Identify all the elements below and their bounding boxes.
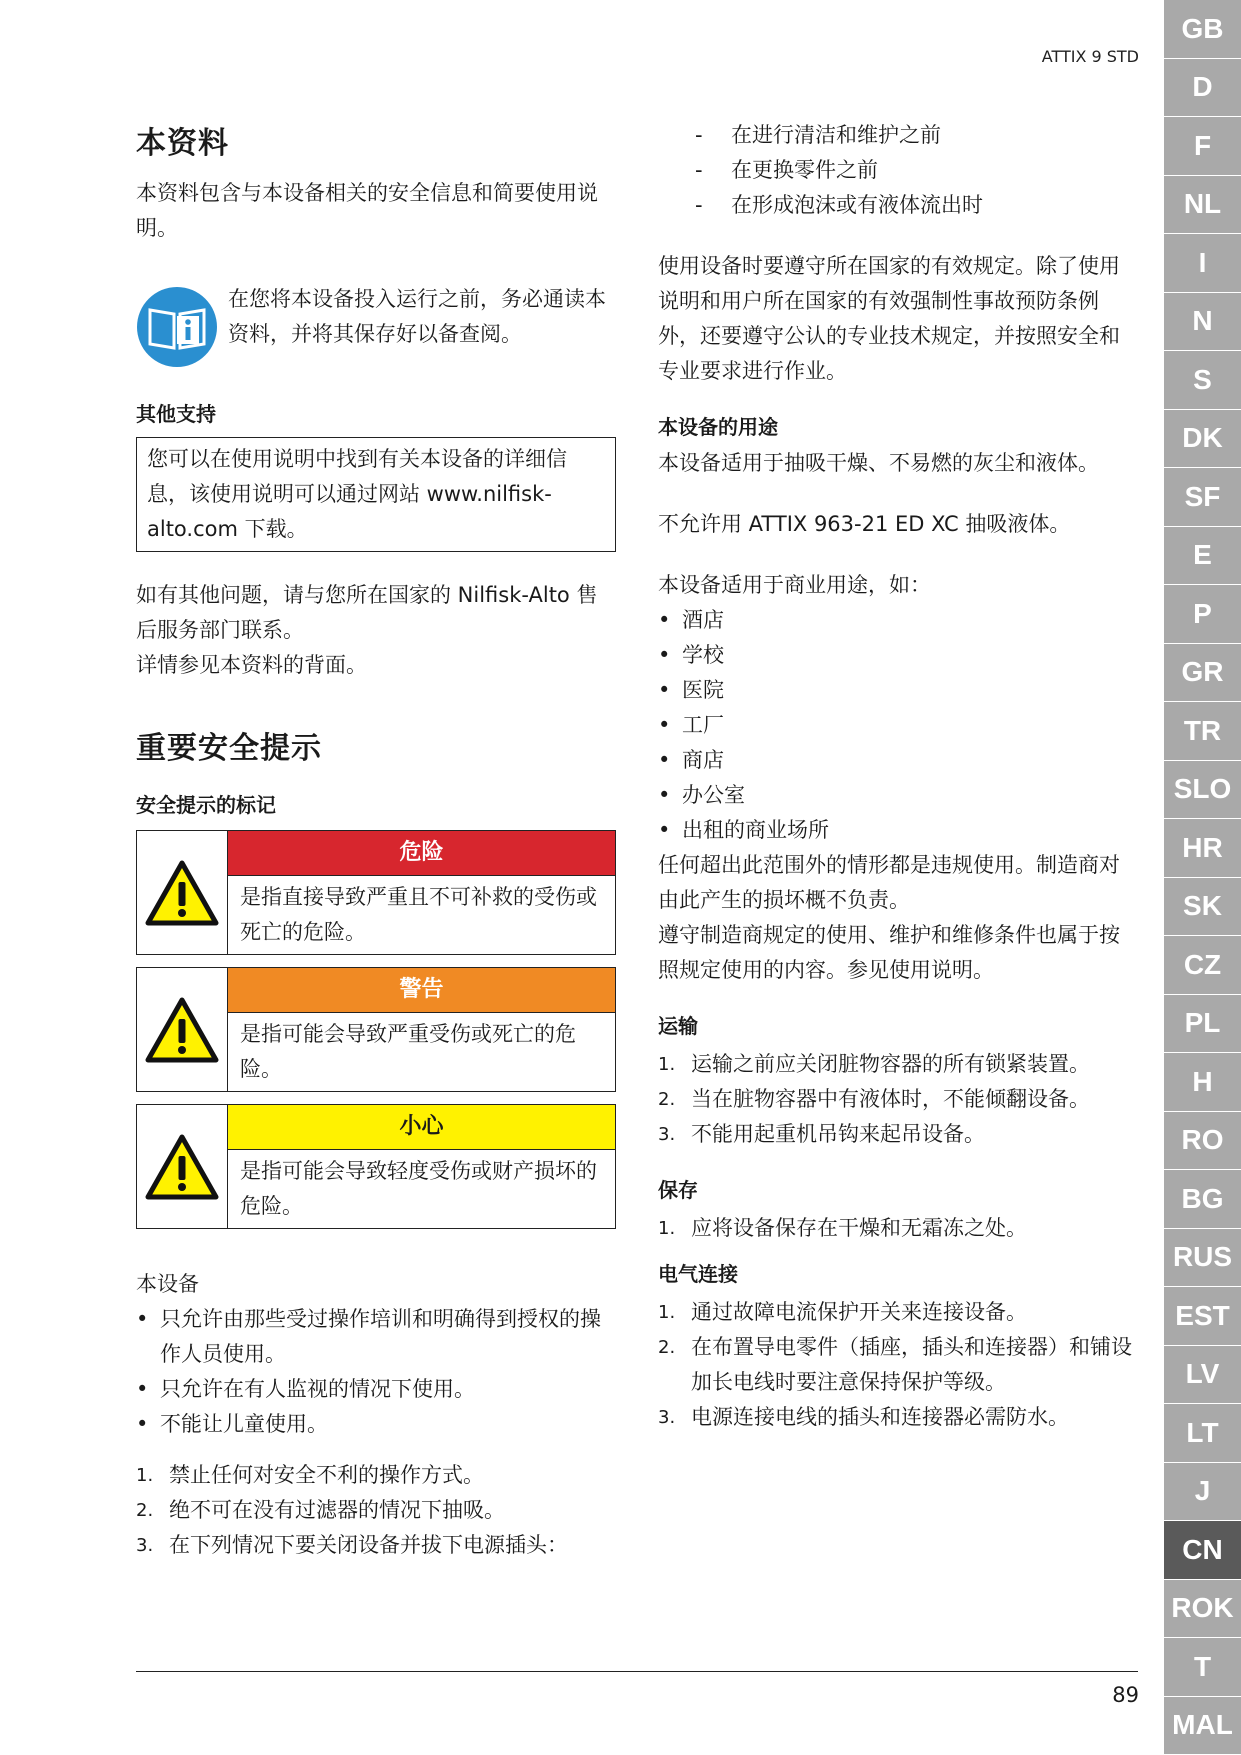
unplug-conditions-list <box>695 118 1138 223</box>
transport-list <box>658 1047 1138 1152</box>
numbered-item <box>136 1458 616 1493</box>
marks-heading: 安全提示的标记 <box>136 793 276 817</box>
language-tab-e[interactable]: E <box>1164 527 1241 585</box>
item-number: 3. <box>658 1124 676 1145</box>
item-number: 3. <box>136 1535 154 1556</box>
item-number: 1. <box>136 1465 154 1486</box>
language-tab-t[interactable]: T <box>1164 1638 1241 1696</box>
manual-info-icon <box>136 286 218 368</box>
storage-list <box>658 1211 1138 1246</box>
item-number: 1. <box>658 1054 676 1075</box>
item-text: 应将设备保存在干燥和无霜冻之处。 <box>691 1216 1027 1240</box>
info-note <box>136 282 616 368</box>
compliance-text: 遵守制造商规定的使用、维护和维修条件也属于按照规定使用的内容。参见使用说明。 <box>658 923 1120 982</box>
language-tab-mal[interactable]: MAL <box>1164 1697 1241 1755</box>
storage-heading: 保存 <box>658 1178 698 1202</box>
numbered-item <box>658 1330 1138 1400</box>
language-tab-slo[interactable]: SLO <box>1164 761 1241 819</box>
left-column <box>136 118 616 1563</box>
item-text: 通过故障电流保护开关来连接设备。 <box>691 1300 1027 1324</box>
item-number: 2. <box>136 1500 154 1521</box>
section-title-document: 本资料 <box>136 126 229 161</box>
item-text: 不能用起重机吊钩来起吊设备。 <box>691 1122 985 1146</box>
language-tab-f[interactable]: F <box>1164 117 1241 175</box>
list-item: - 在更换零件之前 <box>695 153 1138 188</box>
section-title-safety: 重要安全提示 <box>136 731 322 766</box>
use-heading: 本设备的用途 <box>658 415 778 439</box>
support-heading: 其他支持 <box>136 402 216 426</box>
language-tab-ro[interactable]: RO <box>1164 1112 1241 1170</box>
item-text: 运输之前应关闭脏物容器的所有锁紧装置。 <box>691 1052 1090 1076</box>
warning-label: 警告 <box>228 968 615 1013</box>
support-box <box>136 437 616 552</box>
warning-body <box>228 968 615 1091</box>
numbered-item <box>658 1400 1138 1435</box>
item-text: 在下列情况下要关闭设备并拔下电源插头： <box>169 1533 568 1557</box>
language-tab-n[interactable]: N <box>1164 293 1241 351</box>
contact-text: 如有其他问题，请与您所在国家的 Nilfisk-Alto 售后服务部门联系。 <box>136 583 598 642</box>
list-item: • 出租的商业场所 <box>658 813 1138 848</box>
list-item: • 办公室 <box>658 778 1138 813</box>
language-tab-lt[interactable]: LT <box>1164 1404 1241 1462</box>
regulations-text: 使用设备时要遵守所在国家的有效规定。除了使用说明和用户所在国家的有效强制性事故预防条例外，还要遵守公认的专业技术规定，并按照安全和专业要求进行作业。 <box>658 254 1120 383</box>
numbered-item <box>136 1493 616 1528</box>
numbered-item <box>658 1211 1138 1246</box>
language-tab-est[interactable]: EST <box>1164 1287 1241 1345</box>
use-text: 本设备适用于抽吸干燥、不易燃的灰尘和液体。 <box>658 451 1099 475</box>
language-tab-rok[interactable]: ROK <box>1164 1580 1241 1638</box>
item-number: 1. <box>658 1302 676 1323</box>
places-list <box>658 603 1138 848</box>
list-item: - 在形成泡沫或有液体流出时 <box>695 188 1138 223</box>
language-tab-gr[interactable]: GR <box>1164 644 1241 702</box>
language-tab-cn[interactable]: CN <box>1164 1521 1241 1579</box>
warning-triangle-icon <box>137 968 228 1091</box>
warning-body <box>228 831 615 954</box>
electrical-heading: 电气连接 <box>658 1262 738 1286</box>
language-tab-sk[interactable]: SK <box>1164 878 1241 936</box>
item-text: 电源连接电线的插头和连接器必需防水。 <box>691 1405 1069 1429</box>
warning-triangle-icon <box>137 1105 228 1228</box>
language-tab-bg[interactable]: BG <box>1164 1170 1241 1228</box>
language-tab-p[interactable]: P <box>1164 585 1241 643</box>
warning-box <box>136 1104 616 1229</box>
warning-box <box>136 830 616 955</box>
list-item: • 学校 <box>658 638 1138 673</box>
warning-text: 是指直接导致严重且不可补救的受伤或死亡的危险。 <box>240 885 597 944</box>
warning-text: 是指可能会导致严重受伤或死亡的危险。 <box>240 1022 576 1081</box>
transport-heading: 运输 <box>658 1014 698 1038</box>
device-rules-list <box>136 1302 616 1442</box>
warning-label: 危险 <box>228 831 615 876</box>
right-column <box>658 118 1138 1435</box>
language-tab-sf[interactable]: SF <box>1164 468 1241 526</box>
language-tabs <box>1164 0 1241 1755</box>
list-item: • 不能让儿童使用。 <box>136 1407 616 1442</box>
model-header: ATTIX 9 STD <box>1041 47 1139 66</box>
list-item: - 在进行清洁和维护之前 <box>695 118 1138 153</box>
warning-body <box>228 1105 615 1228</box>
list-item: • 工厂 <box>658 708 1138 743</box>
list-item: • 酒店 <box>658 603 1138 638</box>
list-item: • 只允许由那些受过操作培训和明确得到授权的操作人员使用。 <box>136 1302 616 1372</box>
language-tab-nl[interactable]: NL <box>1164 176 1241 234</box>
list-item: • 商店 <box>658 743 1138 778</box>
numbered-item <box>136 1528 616 1563</box>
item-text: 禁止任何对安全不利的操作方式。 <box>169 1463 484 1487</box>
page-number: 89 <box>1112 1683 1139 1707</box>
item-number: 2. <box>658 1089 676 1110</box>
numbered-item <box>658 1117 1138 1152</box>
intro-text: 本资料包含与本设备相关的安全信息和简要使用说明。 <box>136 181 598 240</box>
footer-divider <box>136 1671 1138 1672</box>
language-tab-gb[interactable]: GB <box>1164 0 1241 58</box>
list-item: • 只允许在有人监视的情况下使用。 <box>136 1372 616 1407</box>
item-text: 绝不可在没有过滤器的情况下抽吸。 <box>169 1498 505 1522</box>
language-tab-i[interactable]: I <box>1164 234 1241 292</box>
item-text: 当在脏物容器中有液体时，不能倾翻设备。 <box>691 1087 1090 1111</box>
language-tab-h[interactable]: H <box>1164 1053 1241 1111</box>
language-tab-j[interactable]: J <box>1164 1463 1241 1521</box>
item-number: 3. <box>658 1407 676 1428</box>
info-text: 在您将本设备投入运行之前，务必通读本资料，并将其保存好以备查阅。 <box>228 287 606 346</box>
language-tab-tr[interactable]: TR <box>1164 702 1241 760</box>
numbered-item <box>658 1082 1138 1117</box>
misuse-text: 任何超出此范围外的情形都是违规使用。制造商对由此产生的损坏概不负责。 <box>658 853 1120 912</box>
warning-triangle-icon <box>137 831 228 954</box>
list-item: • 医院 <box>658 673 1138 708</box>
numbered-item <box>658 1295 1138 1330</box>
warning-box <box>136 967 616 1092</box>
warning-label: 小心 <box>228 1105 615 1150</box>
item-number: 2. <box>658 1337 676 1358</box>
electrical-list <box>658 1295 1138 1435</box>
commercial-text: 本设备适用于商业用途，如： <box>658 573 931 597</box>
support-box-text: 您可以在使用说明中找到有关本设备的详细信息，该使用说明可以通过网站 www.nilfisk-alto.com 下载。 <box>147 447 567 541</box>
language-tab-cz[interactable]: CZ <box>1164 936 1241 994</box>
item-text: 在布置导电零件（插座，插头和连接器）和铺设加长电线时要注意保持保护等级。 <box>691 1335 1132 1394</box>
back-reference-text: 详情参见本资料的背面。 <box>136 653 367 677</box>
language-tab-s[interactable]: S <box>1164 351 1241 409</box>
item-number: 1. <box>658 1218 676 1239</box>
language-tab-d[interactable]: D <box>1164 59 1241 117</box>
language-tab-pl[interactable]: PL <box>1164 995 1241 1053</box>
language-tab-hr[interactable]: HR <box>1164 819 1241 877</box>
safety-numbered-list <box>136 1458 616 1563</box>
device-heading: 本设备 <box>136 1272 199 1296</box>
warning-labels <box>136 830 616 1229</box>
not-allowed-text: 不允许用 ATTIX 963-21 ED XC 抽吸液体。 <box>658 512 1071 536</box>
language-tab-rus[interactable]: RUS <box>1164 1229 1241 1287</box>
warning-text: 是指可能会导致轻度受伤或财产损坏的危险。 <box>240 1159 597 1218</box>
numbered-item <box>658 1047 1138 1082</box>
language-tab-dk[interactable]: DK <box>1164 410 1241 468</box>
language-tab-lv[interactable]: LV <box>1164 1346 1241 1404</box>
